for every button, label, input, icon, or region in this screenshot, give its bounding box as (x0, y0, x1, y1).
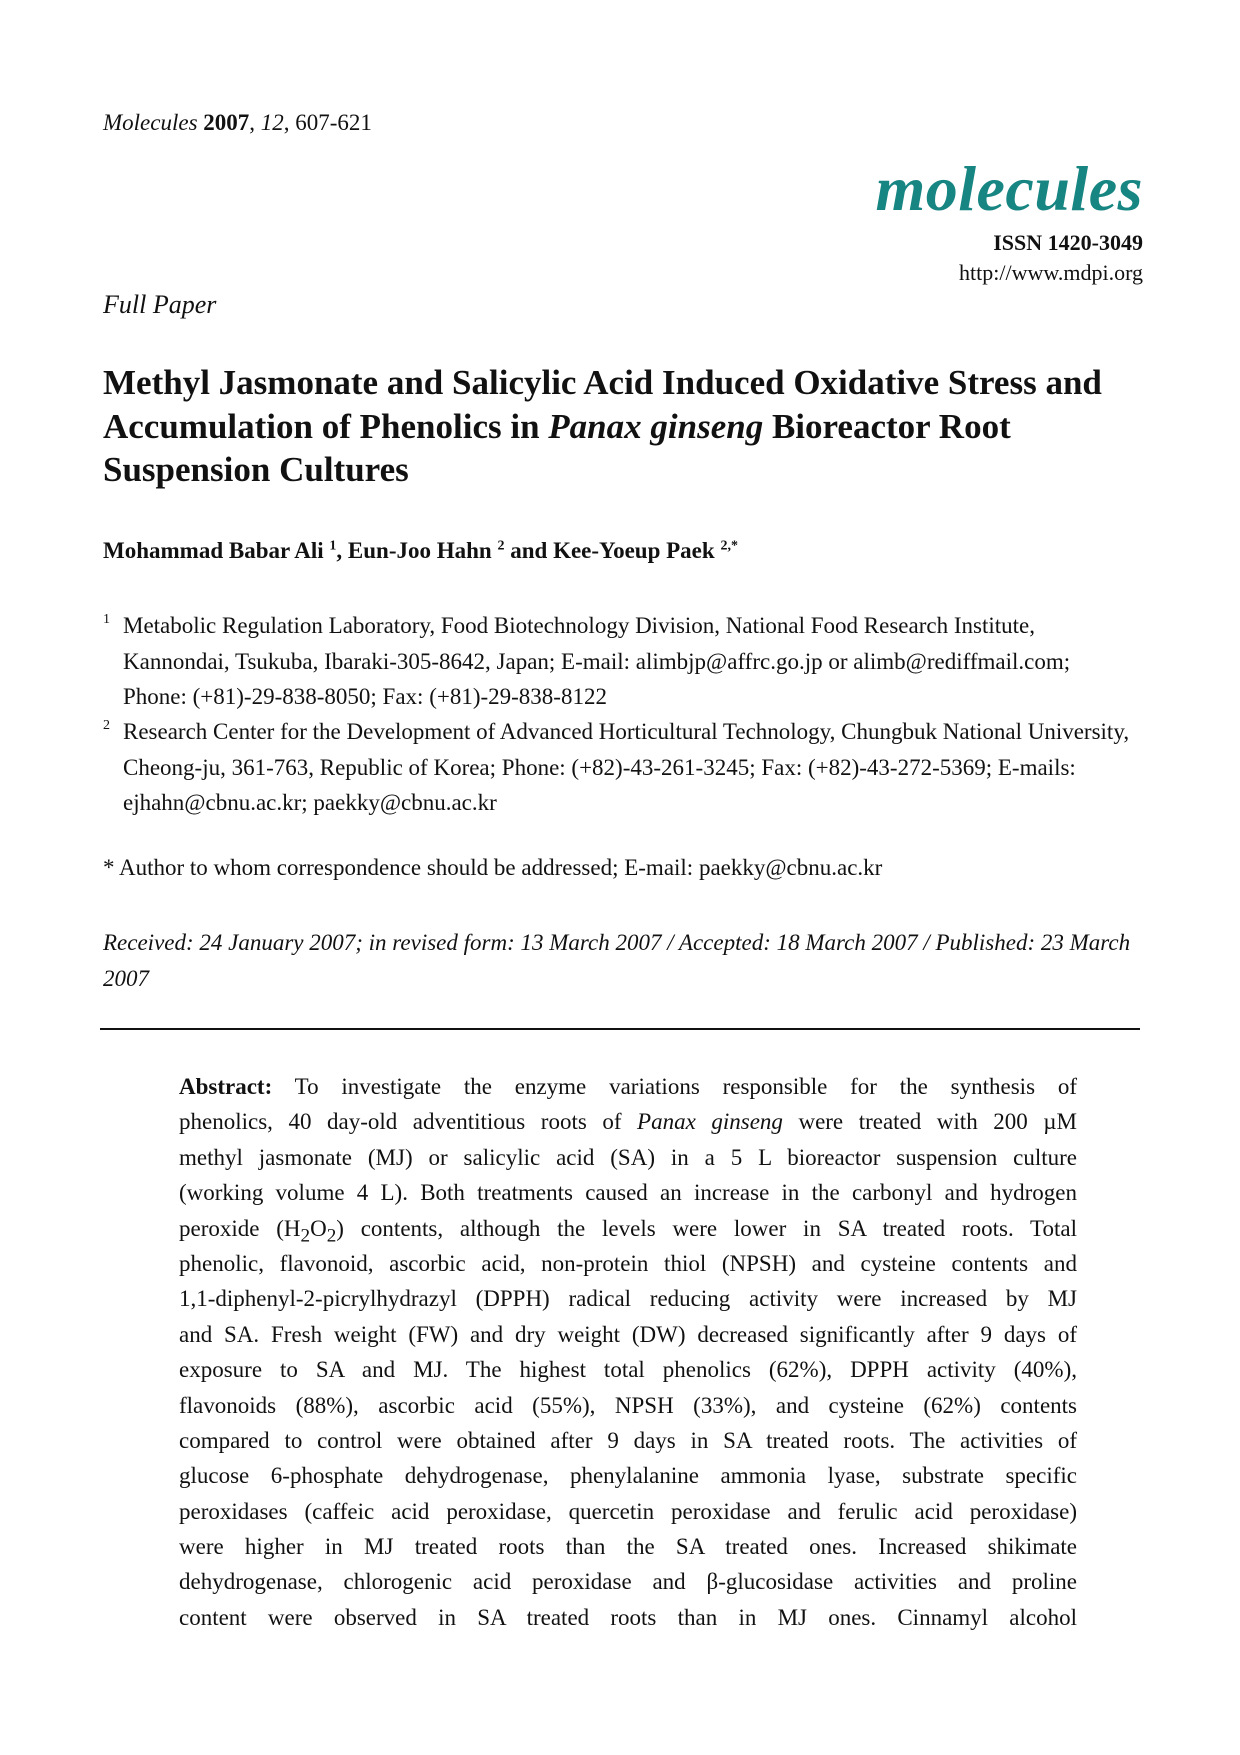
affiliation-number: 2 (103, 718, 110, 733)
correspondence-note: * Author to whom correspondence should be addressed; E-mail: paekky@cbnu.ac.kr (103, 855, 883, 880)
abstract-line: peroxide $(H_2O_2)$ contents, although the levels were lower in SA treated roots. Total (179, 1215, 1077, 1247)
abstract-line: (working volume 4 L). Both treatments caused an increase in the carbonyl and hydrogen (179, 1180, 1077, 1206)
abstract-line: were higher in MJ treated roots than the SA treated ones. Increased shikimate (179, 1534, 1077, 1560)
publication-dates: Received: 24 January 2007; in revised form: 13 March 2007 / Accepted: 18 March 2007 / Published: 23 March 2007 (103, 930, 1131, 991)
author-separator: and (504, 538, 554, 563)
affiliation-text: Metabolic Regulation Laboratory, Food Biotechnology Division, National Food Research Institute, Kannondai, Tsukuba, Ibaraki-305-8642, Japan; E-mail: alimbjp@affrc.go.jp or alimb@rediffmail.com; Phone: (+81)-29-838-8050; Fax: (+81)-29-838-8122 (123, 613, 1071, 709)
abstract-line: content were observed in SA treated roots than in MJ ones. Cinnamyl alcohol (179, 1604, 1077, 1630)
author-affiliation-mark: 1 (329, 538, 337, 554)
title-part2: Bioreactor Root Suspension Cultures (103, 406, 1011, 489)
journal-volume: 12 (260, 110, 284, 135)
abstract-line: methyl jasmonate (MJ) or salicylic acid (SA) in a 5 L bioreactor suspension culture (179, 1144, 1077, 1170)
abstract-line: Abstract: To investigate the enzyme variations responsible for the synthesis of (179, 1074, 1077, 1099)
journal-pages: 607-621 (295, 110, 372, 135)
author-affiliation-mark: 2 (497, 538, 505, 554)
author-list (103, 538, 738, 564)
author-name: Kee-Yoeup Paek (553, 538, 715, 563)
abstract-line: glucose 6-phosphate dehydrogenase, phenylalanine ammonia lyase, substrate specific (179, 1463, 1077, 1489)
abstract-line: dehydrogenase, chlorogenic acid peroxidase and β-glucosidase activities and proline (179, 1569, 1077, 1595)
title-part1: Methyl Jasmonate and Salicylic Acid Induced Oxidative Stress and Accumulation of Phenolics in (103, 363, 1102, 446)
section-divider (100, 1028, 1140, 1030)
author-name: Eun-Joo Hahn (347, 538, 492, 563)
paper-type: Full Paper (103, 290, 217, 319)
affiliation-1 (103, 608, 1133, 715)
abstract-line: flavonoids (88%), ascorbic acid (55%), NPSH (33%), and cysteine (62%) contents (179, 1392, 1077, 1418)
affiliation-text: Research Center for the Development of Advanced Horticultural Technology, Chungbuk National University, Cheong-ju, 361-763, Republic of Korea; Phone: (+82)-43-261-3245; Fax: (+82)-43-272-5369; E-mails: ejhahn@cbnu.ac.kr; paekky@cbnu.ac.kr (123, 719, 1130, 815)
journal-citation: Molecules 2007, 12, 607-621 (103, 110, 372, 135)
abstract-line: peroxidases (caffeic acid peroxidase, quercetin peroxidase and ferulic acid peroxidase) (179, 1498, 1077, 1524)
abstract-label: Abstract: (179, 1074, 273, 1099)
title-species: Panax ginseng (548, 406, 764, 446)
abstract-line: 1,1-diphenyl-2-picrylhydrazyl (DPPH) radical reducing activity were increased by MJ (179, 1286, 1077, 1312)
affiliation-2 (103, 714, 1133, 821)
journal-year: 2007 (203, 110, 250, 135)
abstract-line: and SA. Fresh weight (FW) and dry weight (DW) decreased significantly after 9 days of (179, 1321, 1077, 1347)
journal-name: Molecules (103, 110, 198, 135)
journal-url[interactable]: http://www.mdpi.org (959, 260, 1143, 285)
abstract-line: phenolics, 40 day-old adventitious roots of Panax ginseng were treated with 200 µM (179, 1109, 1077, 1135)
abstract-line: exposure to SA and MJ. The highest total phenolics (62%), DPPH activity (40%), (179, 1357, 1077, 1383)
abstract-species: Panax ginseng (637, 1109, 783, 1135)
affiliation-number: 1 (103, 612, 110, 627)
abstract-line: compared to control were obtained after 9 days in SA treated roots. The activities of (179, 1427, 1077, 1453)
author-separator: , (336, 538, 348, 563)
paper-title (103, 361, 1143, 492)
issn: ISSN 1420-3049 (993, 230, 1143, 255)
abstract (179, 1069, 1077, 1635)
abstract-line: phenolic, flavonoid, ascorbic acid, non-protein thiol (NPSH) and cysteine contents and (179, 1250, 1077, 1276)
author-name: Mohammad Babar Ali (103, 538, 324, 563)
author-affiliation-mark: 2,* (720, 538, 738, 554)
journal-logo: molecules (875, 153, 1143, 224)
